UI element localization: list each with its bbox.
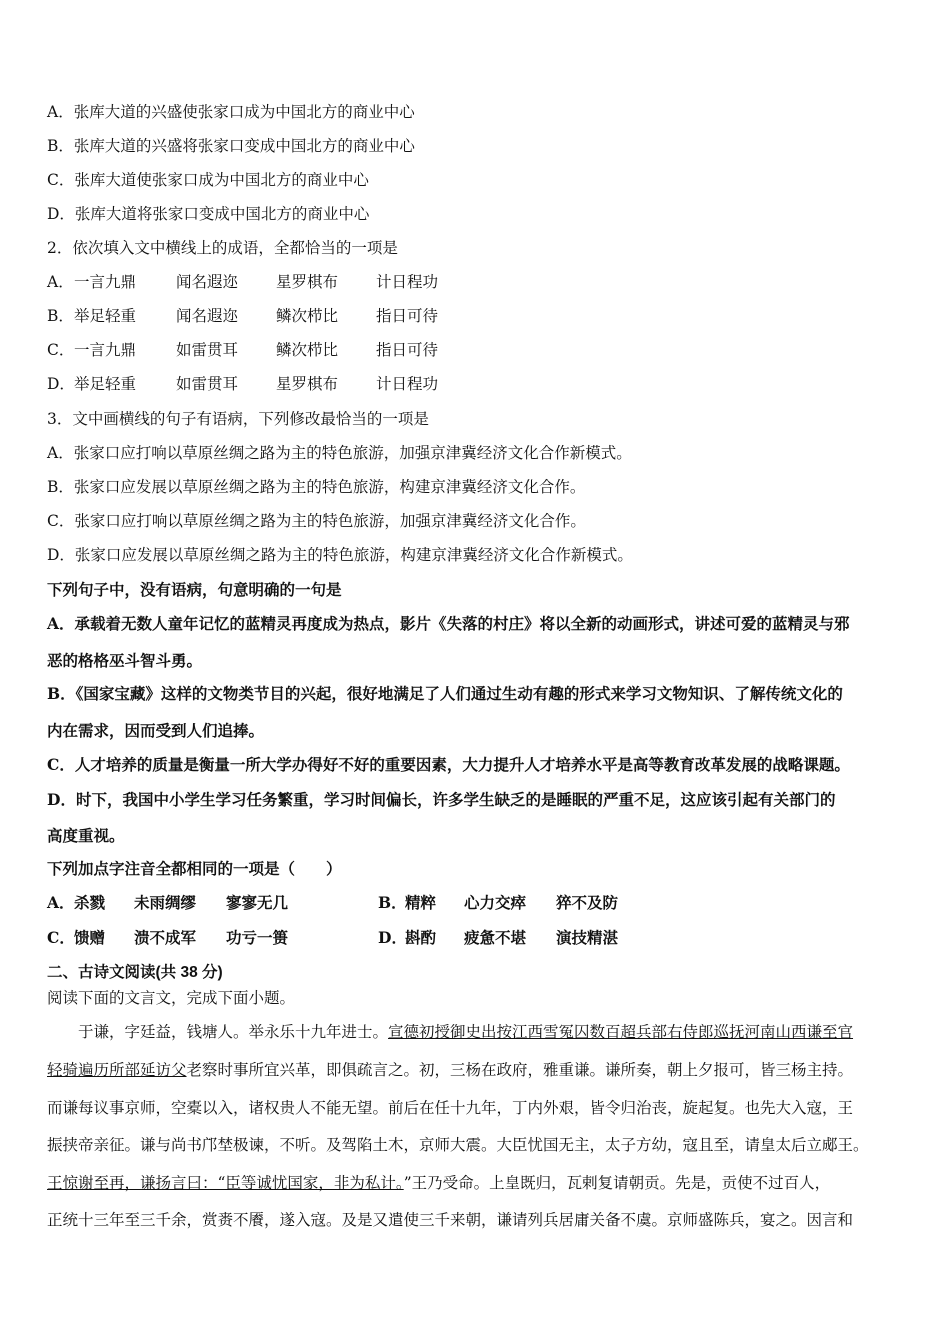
q2-option-item: 一言九鼎 — [74, 341, 137, 359]
q4-option-d: D．时下，我国中小学生学习任务繁重，学习时间偏长，许多学生缺乏的是睡眠的严重不足，这应该引起有关部门的 — [47, 790, 836, 809]
q2-option-item: 鳞次栉比 — [276, 307, 339, 325]
q3-option-a: A．张家口应打响以草原丝绸之路为主的特色旅游，加强京津冀经济文化合作新模式。 — [47, 444, 632, 462]
q5-option-item: 疲惫不堪 — [464, 928, 527, 947]
q2-stem: 2．依次填入文中横线上的成语，全都恰当的一项是 — [47, 239, 398, 257]
q5-option-item: 猝不及防 — [556, 893, 619, 912]
q2-option-item: 举足轻重 — [74, 307, 137, 325]
underlined-sentence: 轻骑遍历所部延访父 — [47, 1061, 187, 1079]
section-instruction: 阅读下面的文言文，完成下面小题。 — [47, 989, 296, 1007]
q3-stem: 3．文中画横线的句子有语病，下列修改最恰当的一项是 — [47, 410, 429, 428]
q4-option-b: B．《国家宝藏》这样的文物类节目的兴起，很好地满足了人们通过生动有趣的形式来学习文物知识、了解传统文化的 — [47, 684, 843, 703]
q2-option-item: 星罗棋布 — [276, 375, 339, 393]
q2-option-label: A． — [47, 273, 74, 291]
q5-option-item: 寥寥无几 — [226, 893, 289, 912]
q5-option-label: C． — [47, 928, 75, 947]
passage-line-4: 振挟帝亲征。谦与尚书邝埜极谏，不听。及驾陷土木，京师大震。大臣忧国无主，太子方幼，寇且至，请皇太后立郕王。 — [47, 1136, 869, 1154]
q2-option-label: C． — [47, 341, 75, 359]
passage-line-2 — [47, 1059, 907, 1081]
q1-option-d: D．张库大道将张家口变成中国北方的商业中心 — [47, 205, 370, 223]
q3-option-b: B．张家口应发展以草原丝绸之路为主的特色旅游，构建京津冀经济文化合作。 — [47, 478, 586, 496]
q2-option-item: 星罗棋布 — [276, 273, 339, 291]
q2-option-item: 指日可待 — [376, 307, 439, 325]
q5-option-item: 溃不成军 — [134, 928, 197, 947]
q5-option-label: A． — [47, 893, 75, 912]
passage-line-6: 正统十三年至三千余，赏赉不餍，遂入寇。及是又遣使三千来朝，谦请列兵居庸关备不虞。京师盛陈兵，宴之。因言和 — [47, 1211, 854, 1229]
q4-option-d-cont: 高度重视。 — [47, 826, 125, 845]
q2-option-item: 指日可待 — [376, 341, 439, 359]
q2-option-label: B． — [47, 307, 74, 325]
underlined-sentence: 王惊谢至再，谦扬言曰：“臣等诚忧国家，非为私计。 — [47, 1174, 404, 1192]
q2-option-item: 计日程功 — [376, 273, 439, 291]
q4-option-c: C．人才培养的质量是衡量一所大学办得好不好的重要因素，大力提升人才培养水平是高等教育改革发展的战略课题。 — [47, 755, 850, 774]
passage-line-3: 而谦每议事京师，空橐以入，诸权贵人不能无望。前后在任十九年，丁内外艰，皆令归治丧，旋起复。也先大入寇，王 — [47, 1099, 854, 1117]
q5-option-item: 未雨绸缪 — [134, 893, 197, 912]
q2-option-item: 闻名遐迩 — [176, 307, 239, 325]
q4-option-b-cont: 内在需求，因而受到人们追捧。 — [47, 721, 265, 740]
q5-option-item: 馈赠 — [74, 928, 106, 947]
passage-line-5 — [47, 1172, 907, 1194]
q5-option-item: 杀戮 — [74, 893, 106, 912]
q2-option-item: 鳞次栉比 — [276, 341, 339, 359]
q1-option-a: A．张库大道的兴盛使张家口成为中国北方的商业中心 — [47, 103, 415, 121]
q5-option-item: 精粹 — [405, 893, 437, 912]
underlined-sentence: 宣德初授御史出按江西雪冤囚数百超兵部右侍郎巡抚河南山西谦至官 — [388, 1023, 854, 1041]
section-title: 二、古诗文阅读(共 38 分) — [47, 964, 223, 981]
q1-option-b: B．张库大道的兴盛将张家口变成中国北方的商业中心 — [47, 137, 415, 155]
q2-option-item: 如雷贯耳 — [176, 375, 239, 393]
q3-option-d: D．张家口应发展以草原丝绸之路为主的特色旅游，构建京津冀经济文化合作新模式。 — [47, 546, 633, 564]
q5-option-item: 功亏一篑 — [226, 928, 289, 947]
q5-option-item: 心力交瘁 — [464, 893, 527, 912]
q4-option-a: A．承载着无数人童年记忆的蓝精灵再度成为热点，影片《失落的村庄》将以全新的动画形式，讲述可爱的蓝精灵与邪 — [47, 614, 850, 633]
q4-option-a-cont: 恶的格格巫斗智斗勇。 — [47, 651, 203, 670]
passage-text: ”王乃受命。上皇既归，瓦剌复请朝贡。先是，贡使不过百人， — [403, 1174, 831, 1192]
q1-option-c: C．张库大道使张家口成为中国北方的商业中心 — [47, 171, 369, 189]
q5-stem: 下列加点字注音全都相同的一项是（ ） — [47, 859, 342, 878]
q2-option-item: 如雷贯耳 — [176, 341, 239, 359]
passage-text: 老察时事所宜兴革，即俱疏言之。初，三杨在政府，雅重谦。谦所奏，朝上夕报可，皆三杨主持。 — [186, 1061, 854, 1079]
q2-option-item: 闻名遐迩 — [176, 273, 239, 291]
passage-line-1 — [78, 1021, 938, 1043]
q2-option-item: 一言九鼎 — [74, 273, 137, 291]
q5-option-item: 斟酌 — [405, 928, 437, 947]
q2-option-item: 计日程功 — [376, 375, 439, 393]
q5-option-item: 演技精湛 — [556, 928, 619, 947]
q3-option-c: C．张家口应打响以草原丝绸之路为主的特色旅游，加强京津冀经济文化合作。 — [47, 512, 586, 530]
passage-text: 于谦，字廷益，钱塘人。举永乐十九年进士。 — [78, 1023, 389, 1041]
q4-stem: 下列句子中，没有语病，句意明确的一句是 — [47, 580, 342, 599]
q2-option-item: 举足轻重 — [74, 375, 137, 393]
q5-option-label: D． — [378, 928, 407, 947]
q2-option-label: D． — [47, 375, 75, 393]
q5-option-label: B． — [378, 893, 407, 912]
